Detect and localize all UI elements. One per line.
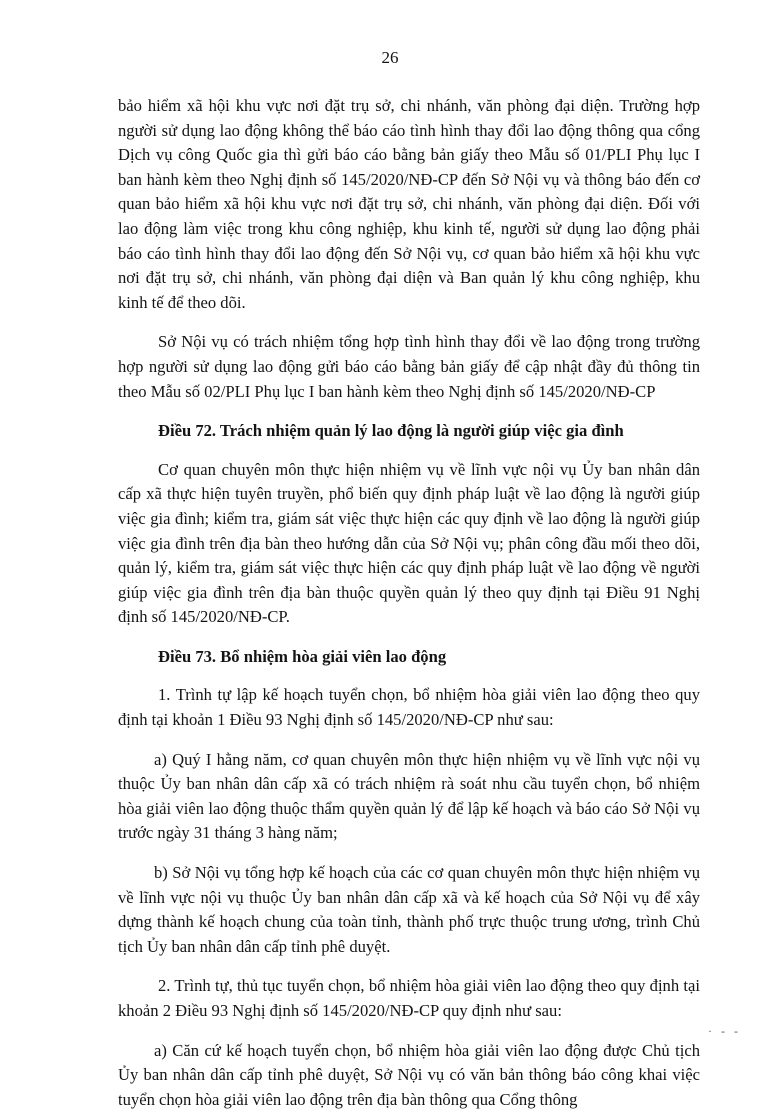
scan-artifact-dash: · - - (708, 1024, 741, 1038)
article-73-clause-1b: b) Sở Nội vụ tổng hợp kế hoạch của các cơ quan chuyên môn thực hiện nhiệm vụ về lĩnh vực nội vụ thuộc Ủy ban nhân dân cấp xã và kế hoạch của Sở Nội vụ để xây dựng thành kế hoạch chung của toàn tỉnh, thành phố trực thuộc trung ương, trình Chủ tịch Ủy ban nhân dân cấp tỉnh phê duyệt. (118, 863, 700, 956)
paragraph-summary-responsibility: Sở Nội vụ có trách nhiệm tổng hợp tình hình thay đổi về lao động trong trường hợp người sử dụng lao động gửi báo cáo bằng bản giấy để cập nhật đầy đủ thông tin theo Mẫu số 02/PLI Phụ lục I ban hành kèm theo Nghị định số 145/2020/NĐ-CP (118, 332, 700, 401)
article-73-clause-1a: a) Quý I hằng năm, cơ quan chuyên môn thực hiện nhiệm vụ về lĩnh vực nội vụ thuộc Ủy ban nhân dân cấp xã có trách nhiệm rà soát nhu cầu tuyển chọn, bổ nhiệm hòa giải viên lao động thuộc thẩm quyền quản lý để lập kế hoạch và báo cáo Sở Nội vụ trước ngày 31 tháng 3 hàng năm; (118, 749, 700, 843)
article-73-clause-2a: a) Căn cứ kế hoạch tuyển chọn, bổ nhiệm hòa giải viên lao động được Chủ tịch Ủy ban nhân dân cấp tỉnh phê duyệt, Sở Nội vụ có văn bản thông báo công khai việc tuyển chọn hòa giải viên lao động trên địa bàn thông qua Cổng thông (118, 1040, 700, 1109)
article-72-paragraph: Cơ quan chuyên môn thực hiện nhiệm vụ về lĩnh vực nội vụ Ủy ban nhân dân cấp xã thực hiện tuyên truyền, phổ biến quy định pháp luật về lao động là người giúp việc gia đình; kiểm tra, giám sát việc thực hiện các quy định về lao động là người giúp việc gia đình trên địa bàn theo hướng dẫn của Sở Nội vụ; phân công đầu mối theo dõi, quản lý, kiểm tra, giám sát việc thực hiện các quy định pháp luật về lao động về người giúp việc gia đình trên địa bàn thuộc quyền quản lý theo quy định tại Điều 91 Nghị định số 145/2020/NĐ-CP. (118, 459, 700, 627)
article-72-heading: Điều 72. Trách nhiệm quản lý lao động là người giúp việc gia đình (158, 421, 624, 441)
article-73-clause-2: 2. Trình tự, thủ tục tuyển chọn, bổ nhiệm hòa giải viên lao động theo quy định tại khoản 2 Điều 93 Nghị định số 145/2020/NĐ-CP quy định như sau: (118, 976, 700, 1020)
paragraph-continuation: bảo hiểm xã hội khu vực nơi đặt trụ sở, chi nhánh, văn phòng đại diện. Trường hợp người sử dụng lao động không thể báo cáo tình hình thay đổi lao động thông qua cổng Dịch vụ công Quốc gia thì gửi báo cáo bằng bản giấy theo Mẫu số 01/PLI Phụ lục I ban hành kèm theo Nghị định số 145/2020/NĐ-CP đến Sở Nội vụ và thông báo đến cơ quan bảo hiểm xã hội khu vực nơi đặt trụ sở, chi nhánh, văn phòng đại diện. Đối với lao động làm việc trong khu công nghiệp, khu kinh tế, người sử dụng lao động phải báo cáo tình hình thay đổi lao động đến Sở Nội vụ, cơ quan bảo hiểm xã hội khu vực nơi đặt trụ sở, chi nhánh, văn phòng đại diện và Ban quản lý khu công nghiệp, khu kinh tế để theo dõi. (118, 96, 700, 312)
article-73-clause-1: 1. Trình tự lập kế hoạch tuyển chọn, bổ nhiệm hòa giải viên lao động theo quy định tại khoản 1 Điều 93 Nghị định số 145/2020/NĐ-CP như sau: (118, 685, 700, 730)
document-body (118, 94, 700, 1112)
page-number: 26 (381, 48, 399, 67)
article-73-heading: Điều 73. Bổ nhiệm hòa giải viên lao động (158, 646, 447, 666)
